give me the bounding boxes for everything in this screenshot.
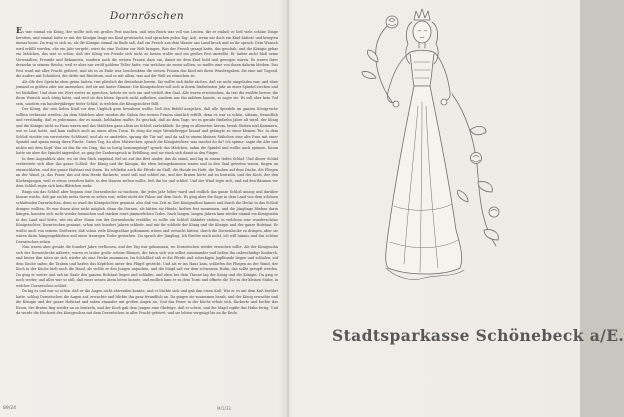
dress-shape: [386, 86, 462, 274]
leaf-icon: [367, 50, 378, 62]
story-paragraph: Nun waren aber gerade die hundert Jahre verflossen, und der Tag war gekommen, wo Dornröschen wieder erwachen sollte. Als der Königssohn sich der Dornenhecke näherte, waren es lauter große schöne Blumen, die taten sich von selbst auseinander und ließen ihn unbeschädigt hindurch, und hinter ihm taten sie sich wieder als eine Hecke zusammen. Im Schloßhof sah er die Pferde und scheckigen Jagdhunde liegen und schlafen, auf dem Dache saßen die Tauben und hatten das Köpfchen unter den Flügel gesteckt. Und als er ins Haus kam, schliefen die Fliegen an der Wand, der Koch in der Küche hielt noch die Hand, als wollte er den Jungen anpacken, und die Magd saß vor dem schwarzen Huhn, das sollte gerupft werden. Da ging er weiter und sah im Saale den ganzen Hofstaat liegen und schlafen, und oben bei dem Throne lag der König und die Königin. Da ging er noch weiter, und alles war so still, daß einer seinen Atem hören konnte, und endlich kam er zu dem Turm und öffnete die Tür zu der kleinen Stube, in welcher Dornröschen schlief.: [16, 245, 278, 288]
rose-vine-right: [452, 94, 496, 246]
print-code-left: 89/24: [3, 406, 16, 411]
rose-stem-left: [376, 24, 392, 102]
rose-bloom-icon: [489, 207, 499, 217]
bank-name: Stadtsparkasse Schönebeck a/E.: [332, 326, 624, 345]
flower-icon: [441, 99, 447, 105]
flower-icon: [393, 101, 399, 107]
story-paragraph: Es war einmal ein König, der wollte sich ein großes Fest machen, und sein Reich war voll von Leuten, die er einlud; er ließ viele schöne Dinge bereiten, und einmal hatte er mit der Königin lange ein Kind gewünscht, und sprachen jeden Tag: Ach, wenn wir doch ein Kind hätten! und kriegten immer keins. Da trug es sich zu, als die Königin einmal im Bade saß, daß ein Frosch aus dem Wasser ans Land kroch und zu ihr sprach: Dein Wunsch wird erfüllt werden, ehe ein Jahr vergeht, wirst du eine Tochter zur Welt bringen. Was der Frosch gesagt hatte, das geschah, und die Königin gebar ein Mädchen, das war so schön, daß der König vor Freude sich nicht zu lassen wußte und ein großes Fest anstellte. Er ladete nicht bloß seine Verwandten, Freunde und Bekannten, sondern auch die weisen Frauen dazu ein, damit sie dem Kind hold und gewogen wären. Es waren ihrer dreizehn in seinem Reiche, weil er aber nur zwölf goldene Teller hatte, von welchen sie essen sollten, so mußte eine von ihnen daheim bleiben. Das Fest ward mit aller Pracht gefeiert, und als es zu Ende war, beschenkten die weisen Frauen das Kind mit ihren Wundergaben: die eine mit Tugend, die andere mit Schönheit, die dritte mit Reichtum, und so mit allem, was auf der Welt zu wünschen ist.: [16, 25, 278, 79]
crown-icon: [414, 9, 430, 20]
story-paragraph: In dem Augenblick aber, wo sie den Stich empfand, fiel sie auf das Bett nieder, das da stand, und lag in einem tiefen Schlaf. Und dieser Schlaf verbreitete sich über das ganze Schloß: der König und die Königin, die eben heimgekommen waren und in den Saal getreten waren, fingen an einzuschlafen, und der ganze Hofstaat mit ihnen. Da schliefen auch die Pferde im Stall, die Hunde im Hofe, die Tauben auf dem Dache, die Fliegen an der Wand, ja, das Feuer, das auf dem Herde flackerte, ward still und schlief ein, und der Braten hörte auf zu brutzeln, und der Koch, der den Küchenjungen, weil er etwas versehen hatte, in den Haaren ziehen wollte, ließ ihn los und schlief. Und der Wind legte sich, und auf den Bäumen vor dem Schloß regte sich kein Blättchen mehr.: [16, 156, 278, 189]
story-text: [16, 25, 278, 317]
rose-bloom-icon: [471, 153, 482, 164]
leaf-icon: [478, 182, 492, 192]
right-arm-shape: [436, 54, 450, 101]
story-paragraph: Da lag es und war so schön, daß er die Augen nicht abwenden konnte, und er bückte sich und gab ihm einen Kuß. Wie er es mit dem Kuß berührt hatte, schlug Dornröschen die Augen auf, erwachte und blickte ihn ganz freundlich an. Da gingen sie zusammen herab, und der König erwachte und die Königin und der ganze Hofstaat und sahen einander mit großen Augen an. Und das Feuer in der Küche erhob sich, flackerte und kochte das Essen, der Braten fing wieder an zu brutzeln, und der Koch gab dem Jungen eine Ohrfeige, daß er schrie, und die Magd rupfte das Huhn fertig. Und da wurde die Hochzeit des Königssohns mit dem Dornröschen in aller Pracht gefeiert, und sie lebten vergnügt bis an ihr Ende.: [16, 289, 278, 316]
princess-with-rose-vine-illustration: [348, 6, 518, 304]
leaf-icon: [457, 190, 468, 202]
face-shape: [413, 21, 431, 43]
story-paragraph: Rings um das Schloß aber begann eine Dornenhecke zu wachsen, die jedes Jahr höher ward und endlich das ganze Schloß umzog und darüber hinaus wuchs, daß gar nichts mehr davon zu sehen war, selbst nicht die Fahne auf dem Dach. Es ging aber die Sage in dem Land von dem schönen schlafenden Dornröschen, denn so ward die Königstochter genannt, also daß von Zeit zu Zeit Königssöhne kamen und durch die Hecke in das Schloß dringen wollten. Es war ihnen aber nicht möglich, denn die Dornen, als hätten sie Hände, hielten fest zusammen, und die Jünglinge blieben darin hängen, konnten sich nicht wieder losmachen und starben eines jämmerlichen Todes. Nach langen, langen Jahren kam wieder einmal ein Königssohn in das Land und hörte, wie ein alter Mann von der Dornenhecke erzählte, es sollte ein Schloß dahinter stehen, in welchem eine wunderschöne Königstochter, Dornröschen genannt, schon seit hundert Jahren schliefe, und mit ihr schliefe der König und die Königin und der ganze Hofstaat. Er wußte auch von seinem Großvater, daß schon viele Königssöhne gekommen wären und versucht hätten, durch die Dornenhecke zu dringen, aber sie wären darin hängengeblieben und eines traurigen Todes gestorben. Da sprach der Jüngling: Ich fürchte mich nicht, ich will hinaus und das schöne Dornröschen sehen.: [16, 189, 278, 244]
story-paragraph: Als elfe ihre Sprüche eben getan hatten, trat plötzlich die dreizehnte herein. Sie wollte sich dafür rächen, daß sie nicht eingeladen war, und ohne jemand zu grüßen oder nur anzusehen, rief sie mit lauter Stimme: Die Königstochter soll sich in ihrem fünfzehnten Jahr an einer Spindel stechen und tot hinfallen! Und ohne ein Wort weiter zu sprechen, kehrte sie sich um und verließ den Saal. Alle waren erschrocken, da trat die zwölfte hervor, die ihren Wunsch noch übrig hatte, und weil sie den bösen Spruch nicht aufheben, sondern nur ihn mildern konnte, so sagte sie: Es soll aber kein Tod sein, sondern ein hundertjähriger tiefer Schlaf, in welchen die Königstochter fällt.: [16, 79, 278, 106]
print-code-center: M/1/33: [217, 406, 231, 411]
center-fold: [287, 0, 289, 417]
story-column: [16, 6, 278, 406]
leaf-icon: [484, 230, 498, 240]
leaf-icon: [470, 126, 486, 134]
story-title: Dornröschen: [109, 10, 185, 22]
left-arm-shape: [387, 54, 408, 103]
story-paragraph: Der König, der sein liebes Kind vor dem Unglück gern bewahren wollte, ließ den Befehl ausgehen, daß alle Spindeln im ganzen Königreiche sollten verbrannt werden. An dem Mädchen aber wurden die Gaben der weisen Frauen sämtlich erfüllt, denn es war so schön, sittsam, freundlich und verständig, daß es jedermann, der es ansah, liebhaben mußte. Es geschah, daß an dem Tage, wo es gerade fünfzehn Jahre alt ward, der König und die Königin nicht zu Haus waren und das Mädchen ganz allein im Schloß zurückblieb. Da ging es allerorten herum, besah Stuben und Kammern, wie es Lust hatte, und kam endlich auch an einen alten Turm. Es stieg die enge Wendeltreppe hinauf und gelangte zu einer kleinen Tür. In dem Schloß steckte ein verrosteter Schlüssel, und als es umdrehte, sprang die Tür auf, und da saß in einem kleinen Stübchen eine alte Frau mit einer Spindel und spann emsig ihren Flachs. Guten Tag, du altes Mütterchen, sprach die Königstochter, was machst du da? Ich spinne, sagte die Alte und nickte mit dem Kopf. Was ist das für ein Ding, das so lustig herumspringt? sprach das Mädchen, nahm die Spindel und wollte auch spinnen. Kaum hatte sie aber die Spindel angerührt, so ging der Zauberspruch in Erfüllung, und sie stach sich damit in den Finger.: [16, 107, 278, 156]
leaf-icon: [362, 71, 376, 78]
rose-bloom-icon: [386, 16, 398, 28]
